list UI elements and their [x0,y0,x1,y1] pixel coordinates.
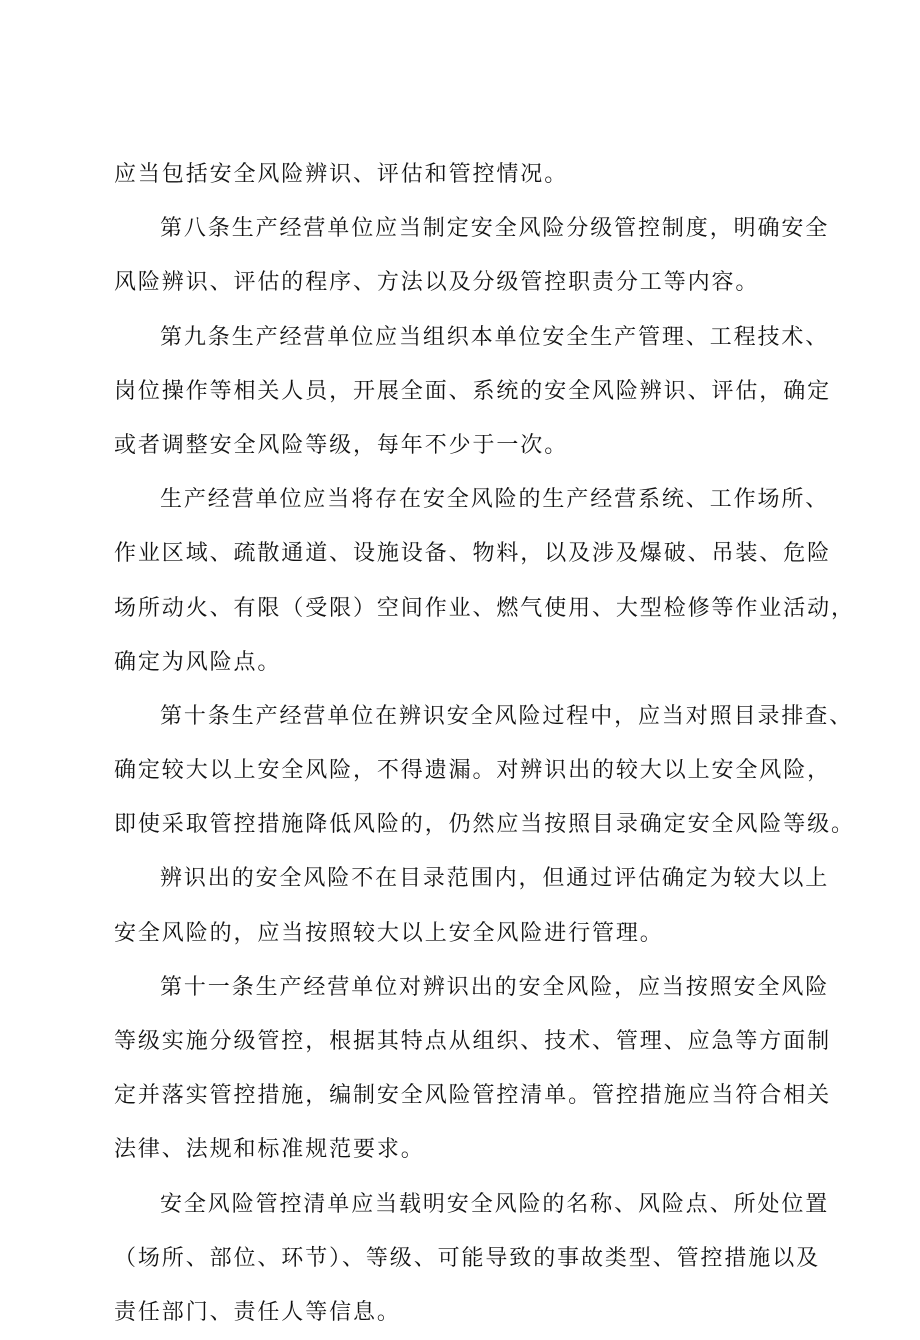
text-line: 场所动火、有限（受限）空间作业、燃气使用、大型检修等作业活动， [114,595,855,621]
text-line: 定并落实管控措施，编制安全风险管控清单。管控措施应当符合相关 [114,1083,832,1109]
text-line: 责任部门、责任人等信息。 [114,1299,401,1325]
text-line: 或者调整安全风险等级，每年不少于一次。 [114,432,569,458]
text-line: 即使采取管控措施降低风险的，仍然应当按照目录确定安全风险等级。 [114,812,855,838]
text-line: 安全风险的，应当按照较大以上安全风险进行管理。 [114,920,664,946]
text-line: 等级实施分级管控，根据其特点从组织、技术、管理、应急等方面制 [114,1029,832,1054]
article-8-heading-line: 第八条生产经营单位应当制定安全风险分级管控制度，明确安全 [160,216,830,242]
article-11-heading-line: 第十一条生产经营单位对辨识出的安全风险，应当按照安全风险 [160,974,830,1000]
text-line: 确定较大以上安全风险，不得遗漏。对辨识出的较大以上安全风险， [114,758,832,784]
text-line: 岗位操作等相关人员，开展全面、系统的安全风险辨识、评估，确定 [114,378,832,404]
document-body [114,148,855,1340]
paragraph-start-line: 辨识出的安全风险不在目录范围内，但通过评估确定为较大以上 [160,866,830,892]
article-10-heading-line: 第十条生产经营单位在辨识安全风险过程中，应当对照目录排查、 [160,703,854,729]
text-line: 法律、法规和标准规范要求。 [114,1137,425,1163]
text-line: 确定为风险点。 [114,649,282,675]
text-line: 风险辨识、评估的程序、方法以及分级管控职责分工等内容。 [114,270,760,296]
text-line: （场所、部位、环节）、等级、可能导致的事故类型、管控措施以及 [114,1245,821,1271]
paragraph-start-line: 生产经营单位应当将存在安全风险的生产经营系统、工作场所、 [160,487,830,513]
text-line: 作业区域、疏散通道、设施设备、物料，以及涉及爆破、吊装、危险 [114,541,832,567]
text-line: 应当包括安全风险辨识、评估和管控情况。 [114,162,569,187]
paragraph-start-line: 安全风险管控清单应当载明安全风险的名称、风险点、所处位置 [160,1191,830,1217]
article-9-heading-line: 第九条生产经营单位应当组织本单位安全生产管理、工程技术、 [160,324,830,350]
